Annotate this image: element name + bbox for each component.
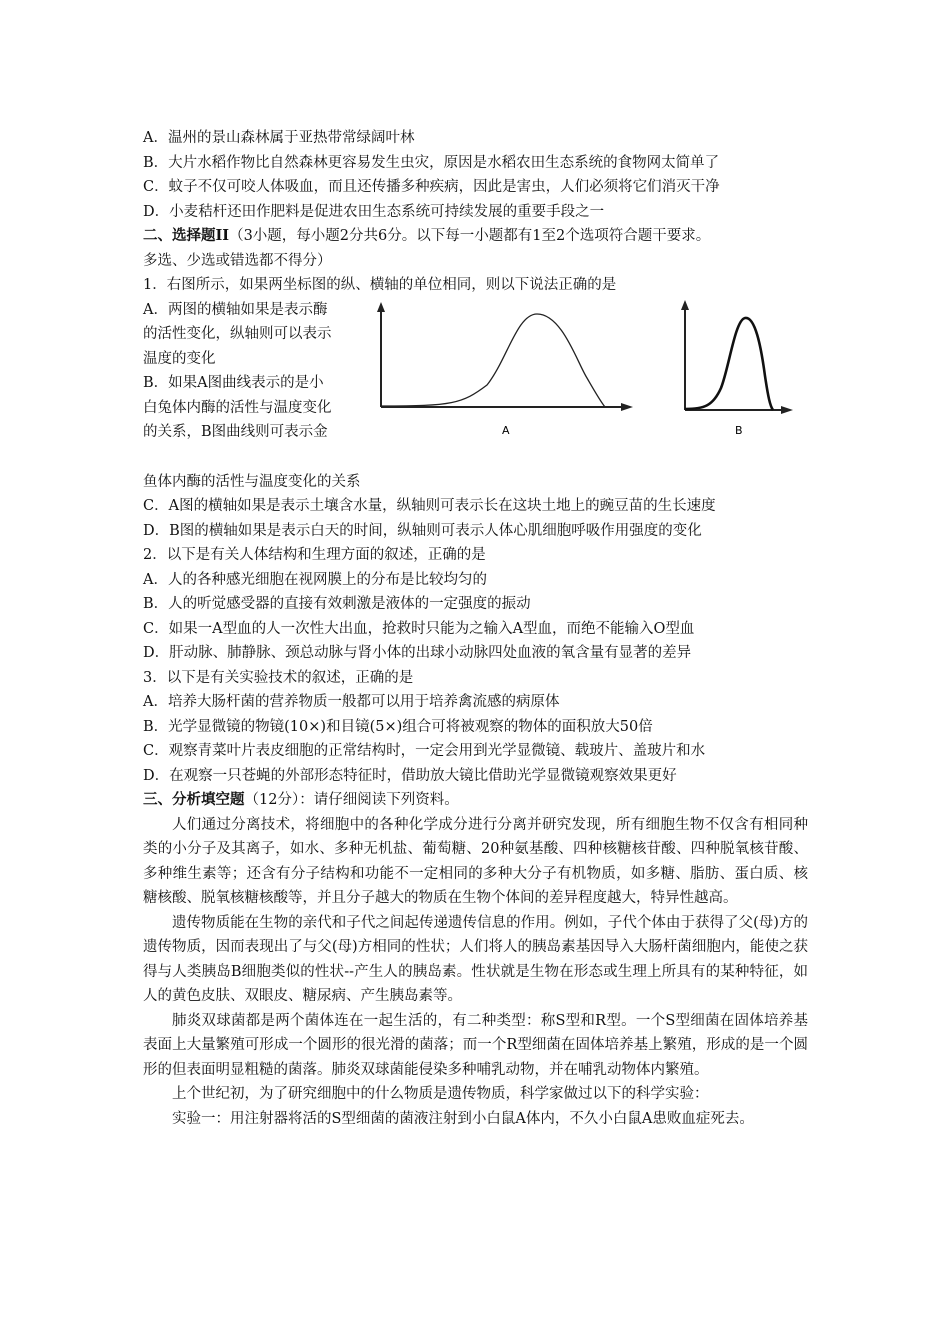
s2-q1-wrapped-options (143, 298, 375, 445)
s2-q3-stem: 3．以下是有关实验技术的叙述，正确的是 (143, 669, 414, 686)
s2-q3-option-d: D．在观察一只苍蝇的外部形态特征时，借助放大镜比借助光学显微镜观察效果更好 (143, 767, 677, 784)
section3-heading-rest: （12分）：请仔细阅读下列资料。 (244, 792, 459, 808)
document-page (143, 126, 808, 1131)
q1-option-c: C．蚊子不仅可咬人体吸血，而且还传播多种疾病，因此是害虫，人们必须将它们消灭干净 (143, 179, 720, 195)
s2-q1-option-d: D．B图的横轴如果是表示白天的时间，纵轴则可表示人体心肌细胞呼吸作用强度的变化 (143, 522, 702, 539)
section3-heading: 三、分析填空题 (143, 791, 245, 808)
s2-q2-stem: 2．以下是有关人体结构和生理方面的叙述，正确的是 (143, 547, 486, 563)
s2-q2-option-b: B．人的听觉感受器的直接有效刺激是液体的一定强度的振动 (143, 596, 531, 612)
s2-q1-b-line3: 的关系，B图曲线则可表示金 (143, 424, 328, 440)
s2-q1-b-line4: 鱼体内酶的活性与温度变化的关系 (143, 473, 361, 490)
s2-q3-option-c: C．观察青菜叶片表皮细胞的正常结构时，一定会用到光学显微镜、载玻片、盖玻片和水 (143, 743, 706, 759)
graph-b (679, 298, 799, 458)
s2-q1-a-line3: 温度的变化 (143, 350, 216, 367)
s2-q2-option-c: C．如果一A型血的人一次性大出血，抢救时只能为之输入A型血，而绝不能输入O型血 (143, 620, 695, 637)
s2-q3-option-a: A．培养大肠杆菌的营养物质一般都可以用于培养禽流感的病原体 (143, 694, 560, 710)
s2-q1-option-c: C．A图的横轴如果是表示土壤含水量，纵轴则可表示长在这块土地上的豌豆苗的生长速度 (143, 498, 716, 514)
section3-header (143, 788, 808, 813)
s2-q2-option-d: D．肝动脉、肺静脉、颈总动脉与肾小体的出球小动脉四处血液的氧含量有显著的差异 (143, 645, 692, 661)
s3-paragraph-1: 人们通过分离技术，将细胞中的各种化学成分进行分离并研究发现，所有细胞生物不仅含有相同种类的小分子及其离子，如水、多种无机盐、葡萄糖、20种氨基酸、四种核糖核苷酸、四种脱氧核苷酸、多种维生素等；还含有分子结构和功能不一定相同的多种大分子有机物质，如多糖、脂肪、蛋白质、核糖核酸、脱氧核糖核酸等，并且分子越大的物质在生物个体间的差异程度越大，特异性越高。 (143, 816, 808, 906)
s2-q3-option-b: B．光学显微镜的物镜(10×)和目镜(5×)组合可将被观察的物体的面积放大50倍 (143, 718, 653, 735)
q1-option-a: A．温州的景山森林属于亚热带常绿阔叶林 (143, 130, 415, 146)
s2-q1-stem: 1．右图所示，如果两坐标图的纵、横轴的单位相同，则以下说法正确的是 (143, 277, 617, 293)
section2-instruction: （3小题，每小题2分共6分。以下每一小题都有1至2个选项符合题干要求。 (229, 228, 711, 244)
s2-q1-a-line2: 的活性变化，纵轴则可以表示 (143, 326, 332, 342)
graph-b-label: B (735, 423, 743, 437)
s2-q1-b-line1: B．如果A图曲线表示的是小 (143, 375, 324, 391)
section2-heading: 二、选择题II (143, 227, 230, 244)
s3-paragraph-2: 遗传物质能在生物的亲代和子代之间起传递遗传信息的作用。例如，子代个体由于获得了父(母)方的遗传物质，因而表现出了与父(母)方相同的性状；人们将人的胰岛素基因导入大肠杆菌细胞内，能使之获得与人类胰岛B细胞类似的性状--产生人的胰岛素。性状就是生物在形态或生理上所具有的某种特征，如人的黄色皮肤、双眼皮、糖尿病、产生胰岛素等。 (143, 914, 808, 1004)
graph-a (377, 300, 655, 460)
q1-option-d: D．小麦秸杆还田作肥料是促进农田生态系统可持续发展的重要手段之一 (143, 203, 605, 220)
s2-q2-option-a: A．人的各种感光细胞在视网膜上的分布是比较均匀的 (143, 571, 487, 588)
s3-paragraph-5: 实验一：用注射器将活的S型细菌的菌液注射到小白鼠A体内，不久小白鼠A患败血症死去。 (172, 1110, 754, 1127)
s2-q1-a-line1: A．两图的横轴如果是表示酶 (143, 301, 328, 318)
s3-paragraph-3: 肺炎双球菌都是两个菌体连在一起生活的，有二种类型：称S型和R型。一个S型细菌在固体培养基表面上大量繁殖可形成一个圆形的很光滑的菌落；而一个R型细菌在固体培养基上繁殖，形成的是一个圆形的但表面明显粗糙的菌落。肺炎双球菌能侵染多种哺乳动物，并在哺乳动物体内繁殖。 (143, 1012, 808, 1078)
graph-a-label: A (502, 423, 510, 437)
section2-header (143, 224, 808, 249)
s3-paragraph-4: 上个世纪初，为了研究细胞中的什么物质是遗传物质，科学家做过以下的科学实验： (172, 1086, 709, 1102)
section2-instruction-cont: 多选、少选或错选都不得分） (143, 252, 332, 269)
s2-q1-figure-row (143, 298, 808, 470)
s2-q1-b-line2: 白兔体内酶的活性与温度变化 (143, 399, 332, 416)
q1-option-b: B．大片水稻作物比自然森林更容易发生虫灾，原因是水稻农田生态系统的食物网太简单了 (143, 154, 720, 171)
